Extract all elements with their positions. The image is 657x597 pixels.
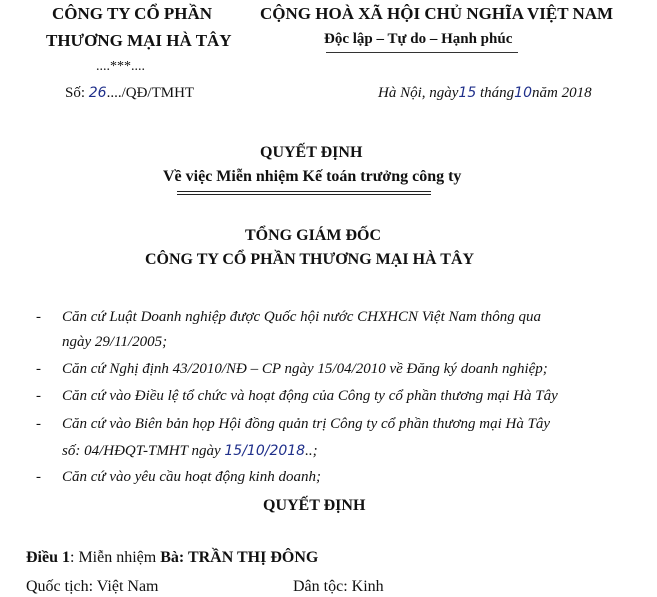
basis-3-bullet: - xyxy=(36,388,41,404)
basis-4-suffix: ..; xyxy=(305,443,318,459)
company-name-line2: THƯƠNG MẠI HÀ TÂY xyxy=(46,31,232,50)
ethnicity: Dân tộc: Kinh xyxy=(293,578,384,595)
basis-4-line2 xyxy=(62,443,318,460)
date-prefix: Hà Nội, ngày xyxy=(378,85,459,101)
basis-5: Căn cứ vào yêu cầu hoạt động kinh doanh; xyxy=(62,469,321,485)
motto: Độc lập – Tự do – Hạnh phúc xyxy=(324,31,513,47)
article-1-name: TRẦN THỊ ĐÔNG xyxy=(187,549,319,566)
separator-stars: ....***.... xyxy=(96,59,145,74)
basis-4-prefix: số: 04/HĐQT-TMHT ngày xyxy=(62,443,225,459)
basis-5-bullet: - xyxy=(36,469,41,485)
document-number xyxy=(65,85,194,102)
basis-3: Căn cứ vào Điều lệ tổ chức và hoạt động của Công ty cổ phần thương mại Hà Tây xyxy=(62,388,558,404)
basis-1-line1: Căn cứ Luật Doanh nghiệp được Quốc hội nước CHXHCN Việt Nam thông qua xyxy=(62,309,541,325)
document-date xyxy=(378,85,592,102)
basis-1-bullet: - xyxy=(36,309,41,325)
decision-subject: Về việc Miễn nhiệm Kế toán trưởng công ty xyxy=(163,168,462,185)
nationality: Quốc tịch: Việt Nam xyxy=(26,578,159,595)
basis-1-line2: ngày 29/11/2005; xyxy=(62,334,168,350)
subject-double-rule xyxy=(177,191,431,195)
nation-title: CỘNG HOÀ XÃ HỘI CHỦ NGHĨA VIỆT NAM xyxy=(260,4,614,23)
date-month-label: tháng xyxy=(476,85,515,101)
article-1-text: : Miễn nhiệm xyxy=(70,549,161,566)
doc-no-handwritten: 26 xyxy=(88,85,107,101)
basis-2: Căn cứ Nghị định 43/2010/NĐ – CP ngày 15/04/2010 về Đăng ký doanh nghiệp; xyxy=(62,361,548,377)
date-year: năm 2018 xyxy=(532,85,592,101)
article-1-label: Điều 1 xyxy=(26,549,70,566)
motto-underline xyxy=(326,52,518,53)
article-1-title: Bà: xyxy=(160,549,188,566)
date-month-handwritten: 10 xyxy=(514,85,532,101)
decision-heading: QUYẾT ĐỊNH xyxy=(263,497,366,514)
company-name-line1: CÔNG TY CỔ PHẦN xyxy=(52,4,213,23)
date-day-handwritten: 15 xyxy=(458,85,477,101)
basis-4-date-handwritten: 15/10/2018 xyxy=(224,443,306,459)
doc-no-suffix: ..../QĐ/TMHT xyxy=(106,85,195,101)
basis-4-line1: Căn cứ vào Biên bản họp Hội đồng quản trị Công ty cổ phần thương mại Hà Tây xyxy=(62,416,551,432)
authority-title: TỔNG GIÁM ĐỐC xyxy=(245,227,381,244)
decision-title: QUYẾT ĐỊNH xyxy=(260,144,363,161)
article-1 xyxy=(26,549,318,567)
basis-4-bullet: - xyxy=(36,416,41,432)
basis-2-bullet: - xyxy=(36,361,41,377)
doc-no-prefix: Số: xyxy=(65,85,89,101)
authority-company: CÔNG TY CỔ PHẦN THƯƠNG MẠI HÀ TÂY xyxy=(145,251,475,268)
